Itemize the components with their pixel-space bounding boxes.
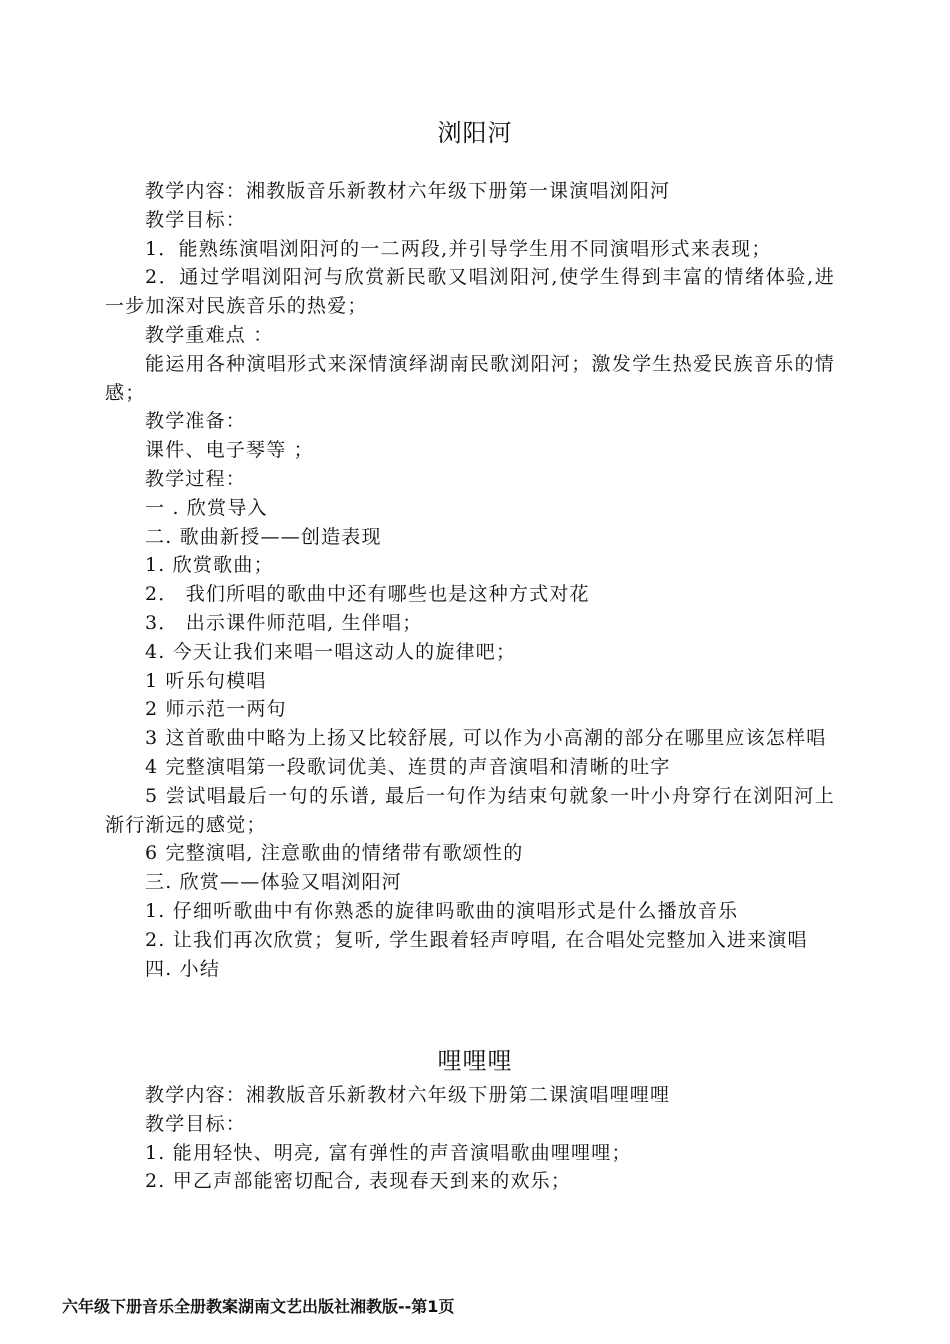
section-body-lilili: [105, 1081, 835, 1196]
paragraph: 课件、电子琴等 ；: [145, 439, 314, 462]
paragraph: 1 听乐句模唱: [145, 669, 267, 692]
paragraph: 三. 欣赏——体验又唱浏阳河: [145, 871, 402, 894]
paragraph: 1．能熟练演唱浏阳河的一二两段,并引导学生用不同演唱形式来表现；: [145, 237, 772, 260]
paragraph: 6 完整演唱, 注意歌曲的情绪带有歌颂性的: [145, 842, 524, 865]
paragraph: 2. 甲乙声部能密切配合, 表现春天到来的欢乐；: [145, 1170, 572, 1193]
paragraph: 教学内容：湘教版音乐新教材六年级下册第二课演唱哩哩哩: [145, 1084, 671, 1106]
paragraph: 一 . 欣赏导入: [145, 496, 268, 519]
paragraph: 1. 仔细听歌曲中有你熟悉的旋律吗歌曲的演唱形式是什么播放音乐: [145, 899, 739, 922]
paragraph: 教学准备：: [145, 410, 247, 433]
paragraph: 教学内容：湘教版音乐新教材六年级下册第一课演唱浏阳河: [145, 180, 671, 202]
paragraph: 能运用各种演唱形式来深情演绎湖南民歌浏阳河；激发学生热爱民族音乐的情感；: [105, 352, 835, 404]
paragraph: 教学重难点 ：: [145, 323, 274, 346]
paragraph: 教学目标：: [145, 208, 247, 231]
paragraph: 3 这首歌曲中略为上扬又比较舒展, 可以作为小高潮的部分在哪里应该怎样唱: [145, 727, 827, 750]
paragraph: 2 师示范一两句: [145, 698, 287, 721]
paragraph: 2． 我们所唱的歌曲中还有哪些也是这种方式对花: [145, 583, 590, 606]
paragraph: 1. 能用轻快、明亮, 富有弹性的声音演唱歌曲哩哩哩；: [145, 1141, 632, 1164]
paragraph: 5 尝试唱最后一句的乐谱, 最后一句作为结束句就象一叶小舟穿行在浏阳河上渐行渐远的感觉；: [105, 784, 835, 836]
paragraph: 3． 出示课件师范唱, 生伴唱；: [145, 611, 423, 634]
paragraph: 4. 今天让我们来唱一唱这动人的旋律吧；: [145, 640, 517, 663]
page-footer: 六年级下册音乐全册教案湖南文艺出版社湘教版--第1页: [62, 1297, 455, 1316]
paragraph: 2. 让我们再次欣赏；复听, 学生跟着轻声哼唱, 在合唱处完整加入进来演唱: [145, 928, 808, 951]
paragraph: 二. 歌曲新授——创造表现: [145, 525, 382, 548]
paragraph: 4 完整演唱第一段歌词优美、连贯的声音演唱和清晰的吐字: [145, 755, 671, 778]
paragraph: 2．通过学唱浏阳河与欣赏新民歌又唱浏阳河,使学生得到丰富的情绪体验,进一步加深对民族音乐的热爱；: [105, 266, 835, 318]
paragraph: 教学目标：: [145, 1112, 247, 1135]
section-title-lilili: 哩哩哩: [437, 1047, 513, 1075]
paragraph: 四. 小结: [145, 957, 221, 980]
section-title-liuyanghe: 浏阳河: [437, 119, 513, 147]
section-body-liuyanghe: [105, 177, 835, 983]
paragraph: 1. 欣赏歌曲；: [145, 554, 274, 577]
paragraph: 教学过程：: [145, 467, 247, 490]
